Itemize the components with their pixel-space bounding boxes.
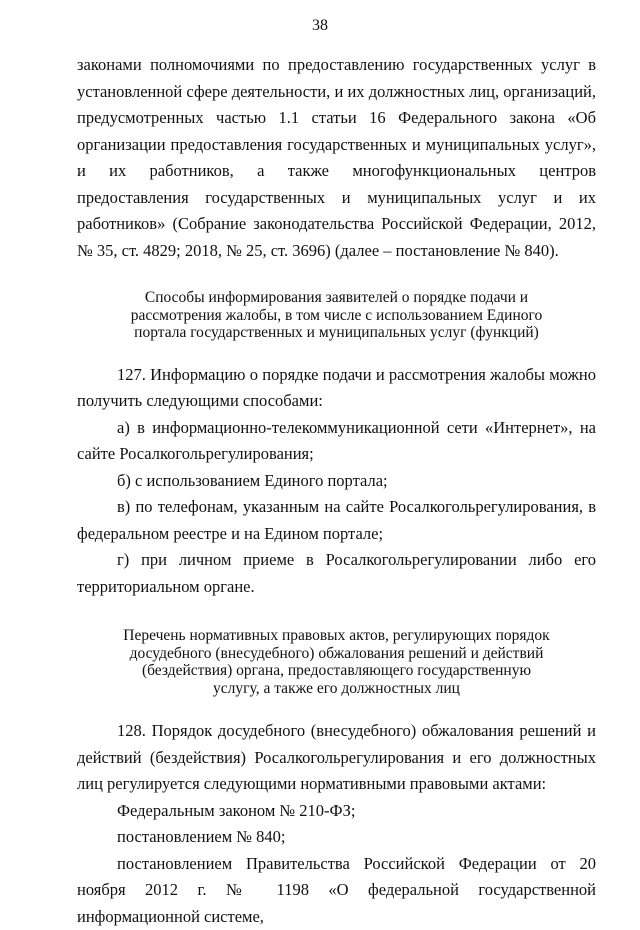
list-item-b: б) с использованием Единого портала; bbox=[77, 468, 596, 495]
section-heading-complaint-info-methods: Способы информирования заявителей о порядке подачи и рассмотрения жалобы, в том числе с использованием Единого портала государственных и муниципальных услуг (функций) bbox=[77, 289, 596, 342]
document-body bbox=[77, 52, 596, 930]
list-item-g: г) при личном приеме в Росалкогольрегулировании либо его территориальном органе. bbox=[77, 547, 596, 600]
list-item-a: а) в информационно-телекоммуникационной сети «Интернет», на сайте Росалкогольрегулирования; bbox=[77, 415, 596, 468]
paragraph-continuation: законами полномочиями по предоставлению государственных услуг в установленной сфере деятельности, и их должностных лиц, организаций, предусмотренных частью 1.1 статьи 16 Федерального закона «Об организации предоставления государственных и муниципальных услуг», и их работников, а также многофункциональных центров предоставления государственных и муниципальных услуг и их работников» (Собрание законодательства Российской Федерации, 2012, № 35, ст. 4829; 2018, № 25, ст. 3696) (далее – постановление № 840). bbox=[77, 52, 596, 264]
legal-act-item: постановлением Правительства Российской Федерации от 20 ноября 2012 г. № 1198 «О федеральной государственной информационной системе, bbox=[77, 851, 596, 930]
page-number: 38 bbox=[0, 17, 640, 35]
paragraph-127: 127. Информацию о порядке подачи и рассмотрения жалобы можно получить следующими способами: bbox=[77, 362, 596, 415]
paragraph-128: 128. Порядок досудебного (внесудебного) обжалования решений и действий (бездействия) Росалкогольрегулирования и его должностных лиц регулируется следующими нормативными правовыми актами: bbox=[77, 718, 596, 798]
legal-act-item: Федеральным законом № 210-ФЗ; bbox=[77, 798, 596, 825]
legal-act-item: постановлением № 840; bbox=[77, 824, 596, 851]
list-item-v: в) по телефонам, указанным на сайте Росалкогольрегулирования, в федеральном реестре и на Едином портале; bbox=[77, 494, 596, 547]
section-heading-legal-acts: Перечень нормативных правовых актов, регулирующих порядок досудебного (внесудебного) обжалования решений и действий (бездействия) органа, предоставляющего государственную услугу, а также его должностных лиц bbox=[77, 627, 596, 697]
